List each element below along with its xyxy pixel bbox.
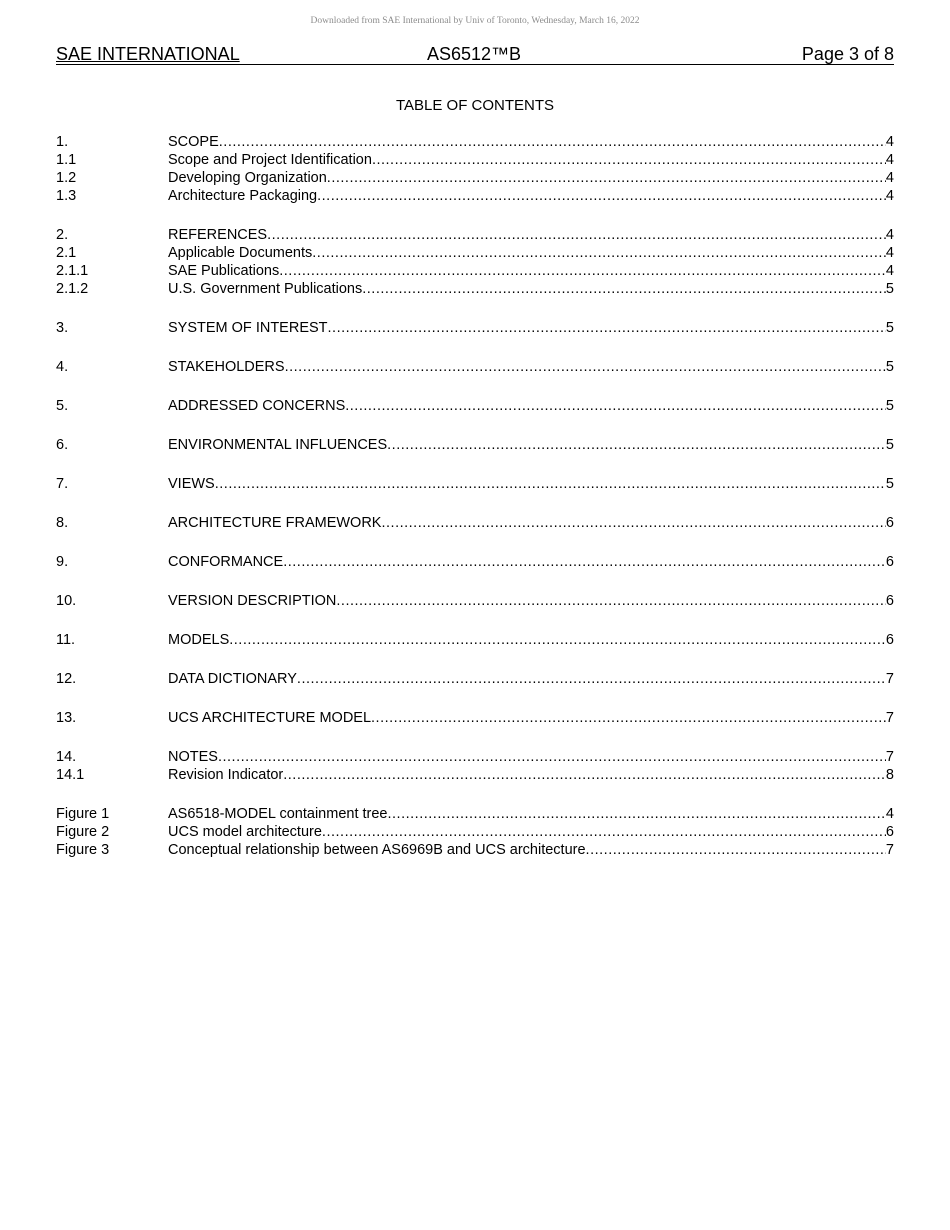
toc-entry-page: 7: [885, 710, 894, 726]
toc-entry-number: 2.1.1: [56, 263, 89, 279]
page-number: Page 3 of 8: [801, 44, 894, 64]
toc-entry-number: 12.: [56, 671, 77, 687]
dot-leader: [372, 151, 886, 169]
toc-entry[interactable]: [56, 631, 894, 649]
toc-group: [56, 748, 894, 784]
toc-entry-page: 4: [885, 170, 894, 186]
toc-entry-number: 6.: [56, 437, 69, 453]
toc-entry-title: ENVIRONMENTAL INFLUENCES: [168, 437, 388, 453]
dot-leader: [345, 397, 886, 415]
toc-entry-page: 8: [885, 767, 894, 783]
toc-entry[interactable]: [56, 319, 894, 337]
dot-leader: [327, 169, 886, 187]
toc-entry-number: 1.: [56, 134, 69, 150]
toc-entry[interactable]: [56, 592, 894, 610]
toc-group: [56, 397, 894, 415]
toc-entry[interactable]: [56, 169, 894, 187]
toc-entry-line: [168, 670, 894, 688]
toc-group: [56, 709, 894, 727]
toc-entry-line: [168, 169, 894, 187]
toc-entry-title: AS6518-MODEL containment tree: [168, 806, 388, 822]
dot-leader: [586, 841, 886, 859]
toc-entry-line: [168, 133, 894, 151]
page-header: [56, 44, 894, 65]
dot-leader: [381, 514, 885, 532]
toc-group: [56, 226, 894, 298]
toc-entry-number: 13.: [56, 710, 77, 726]
dot-leader: [317, 187, 886, 205]
toc-group: [56, 436, 894, 454]
toc-entry-number: 4.: [56, 359, 69, 375]
toc-entry-page: 5: [885, 476, 894, 492]
dot-leader: [336, 592, 886, 610]
toc-group: [56, 592, 894, 610]
toc-entry-line: [168, 436, 894, 454]
dot-leader: [387, 436, 886, 454]
toc-heading: TABLE OF CONTENTS: [395, 97, 555, 114]
toc-entry[interactable]: [56, 244, 894, 262]
toc-entry-page: 5: [885, 320, 894, 336]
dot-leader: [328, 319, 886, 337]
dot-leader: [279, 262, 886, 280]
toc-entry-line: [168, 358, 894, 376]
toc-entry-title: Conceptual relationship between AS6969B and UCS architecture: [168, 842, 586, 858]
toc-entry-page: 7: [885, 671, 894, 687]
toc-entry[interactable]: [56, 226, 894, 244]
dot-leader: [219, 133, 886, 151]
toc-entry-line: [168, 709, 894, 727]
toc-entry[interactable]: [56, 514, 894, 532]
toc-entry-page: 5: [885, 359, 894, 375]
toc-entry[interactable]: [56, 475, 894, 493]
toc-entry-title: Developing Organization: [168, 170, 327, 186]
toc-entry-line: [168, 631, 894, 649]
toc-entry-line: [168, 553, 894, 571]
toc-entry-line: [168, 187, 894, 205]
toc-group: [56, 553, 894, 571]
toc-entry[interactable]: [56, 187, 894, 205]
toc-entry-line: [168, 748, 894, 766]
toc-entry[interactable]: [56, 670, 894, 688]
toc-entry-line: [168, 475, 894, 493]
toc-entry-page: 6: [885, 554, 894, 570]
toc-group: [56, 670, 894, 688]
toc-entry-page: 6: [885, 593, 894, 609]
toc-entry-title: U.S. Government Publications: [168, 281, 363, 297]
dot-leader: [297, 670, 886, 688]
toc-entry-page: 5: [885, 281, 894, 297]
dot-leader: [371, 709, 886, 727]
toc-entry[interactable]: [56, 151, 894, 169]
dot-leader: [218, 748, 886, 766]
toc-group: [56, 805, 894, 859]
table-of-contents: [56, 133, 894, 880]
toc-entry-page: 5: [885, 398, 894, 414]
dot-leader: [283, 553, 886, 571]
toc-group: [56, 133, 894, 205]
dot-leader: [229, 631, 886, 649]
toc-entry-title: VIEWS: [168, 476, 215, 492]
toc-entry-page: 7: [885, 842, 894, 858]
toc-entry-line: [168, 766, 894, 784]
organization-name: SAE INTERNATIONAL: [56, 44, 240, 64]
toc-entry[interactable]: [56, 823, 894, 841]
toc-entry-line: [168, 397, 894, 415]
toc-entry-title: SYSTEM OF INTEREST: [168, 320, 328, 336]
dot-leader: [362, 280, 886, 298]
toc-entry-page: 4: [885, 188, 894, 204]
toc-entry-page: 4: [885, 152, 894, 168]
toc-entry-title: Revision Indicator: [168, 767, 284, 783]
toc-entry-title: SCOPE: [168, 134, 219, 150]
toc-entry-page: 6: [885, 824, 894, 840]
toc-entry-line: [168, 226, 894, 244]
toc-entry-title: MODELS: [168, 632, 230, 648]
toc-entry-number: 2.: [56, 227, 69, 243]
toc-entry-title: Architecture Packaging: [168, 188, 318, 204]
toc-entry-line: [168, 823, 894, 841]
toc-entry-title: STAKEHOLDERS: [168, 359, 285, 375]
toc-entry-title: SAE Publications: [168, 263, 280, 279]
toc-entry-page: 6: [885, 515, 894, 531]
toc-entry-line: [168, 280, 894, 298]
toc-entry[interactable]: [56, 436, 894, 454]
document-id: AS6512™B: [427, 44, 522, 64]
toc-entry-line: [168, 592, 894, 610]
toc-entry-title: ARCHITECTURE FRAMEWORK: [168, 515, 382, 531]
toc-entry[interactable]: [56, 766, 894, 784]
toc-entry[interactable]: [56, 709, 894, 727]
toc-entry-line: [168, 151, 894, 169]
toc-entry-page: 4: [885, 245, 894, 261]
toc-entry[interactable]: [56, 397, 894, 415]
toc-entry-line: [168, 514, 894, 532]
toc-entry-number: 3.: [56, 320, 69, 336]
toc-entry-title: NOTES: [168, 749, 218, 765]
toc-entry-line: [168, 841, 894, 859]
toc-entry-title: UCS model architecture: [168, 824, 322, 840]
dot-leader: [283, 766, 886, 784]
toc-entry-line: [168, 805, 894, 823]
toc-group: [56, 319, 894, 337]
toc-entry-title: Scope and Project Identification: [168, 152, 372, 168]
toc-entry-title: Applicable Documents: [168, 245, 313, 261]
toc-entry-number: 8.: [56, 515, 69, 531]
toc-group: [56, 631, 894, 649]
toc-entry-page: 4: [885, 134, 894, 150]
toc-entry-line: [168, 319, 894, 337]
toc-entry-title: CONFORMANCE: [168, 554, 284, 570]
toc-entry[interactable]: [56, 841, 894, 859]
dot-leader: [215, 475, 886, 493]
toc-entry-page: 4: [885, 227, 894, 243]
toc-entry-line: [168, 244, 894, 262]
toc-entry-number: 14.1: [56, 767, 85, 783]
dot-leader: [285, 358, 886, 376]
toc-entry-number: 1.2: [56, 170, 77, 186]
toc-entry-title: REFERENCES: [168, 227, 268, 243]
toc-entry-page: 7: [885, 749, 894, 765]
dot-leader: [312, 244, 886, 262]
dot-leader: [322, 823, 886, 841]
toc-entry-number: Figure 1: [56, 806, 110, 822]
toc-entry-line: [168, 262, 894, 280]
toc-group: [56, 514, 894, 532]
toc-entry-title: ADDRESSED CONCERNS: [168, 398, 346, 414]
toc-entry-title: DATA DICTIONARY: [168, 671, 297, 687]
toc-entry-number: 1.3: [56, 188, 77, 204]
toc-entry-number: 10.: [56, 593, 77, 609]
toc-entry-number: 9.: [56, 554, 69, 570]
toc-entry-number: 14.: [56, 749, 77, 765]
toc-entry[interactable]: [56, 358, 894, 376]
toc-entry[interactable]: [56, 133, 894, 151]
toc-entry-page: 4: [885, 263, 894, 279]
toc-group: [56, 475, 894, 493]
toc-entry[interactable]: [56, 280, 894, 298]
toc-entry[interactable]: [56, 553, 894, 571]
dot-leader: [267, 226, 886, 244]
toc-entry-page: 6: [885, 632, 894, 648]
toc-entry[interactable]: [56, 805, 894, 823]
toc-group: [56, 358, 894, 376]
toc-entry-title: UCS ARCHITECTURE MODEL: [168, 710, 372, 726]
toc-entry[interactable]: [56, 748, 894, 766]
toc-entry-number: 5.: [56, 398, 69, 414]
toc-entry-number: 2.1.2: [56, 281, 89, 297]
download-watermark: Downloaded from SAE International by Univ of Toronto, Wednesday, March 16, 2022: [310, 16, 640, 26]
toc-entry-number: 2.1: [56, 245, 77, 261]
toc-entry-page: 4: [885, 806, 894, 822]
toc-entry-number: 1.1: [56, 152, 77, 168]
toc-entry-number: 11.: [56, 632, 76, 648]
toc-entry-number: Figure 2: [56, 824, 110, 840]
toc-entry-number: Figure 3: [56, 842, 110, 858]
toc-entry[interactable]: [56, 262, 894, 280]
dot-leader: [388, 805, 886, 823]
toc-entry-number: 7.: [56, 476, 69, 492]
toc-entry-page: 5: [885, 437, 894, 453]
toc-entry-title: VERSION DESCRIPTION: [168, 593, 337, 609]
